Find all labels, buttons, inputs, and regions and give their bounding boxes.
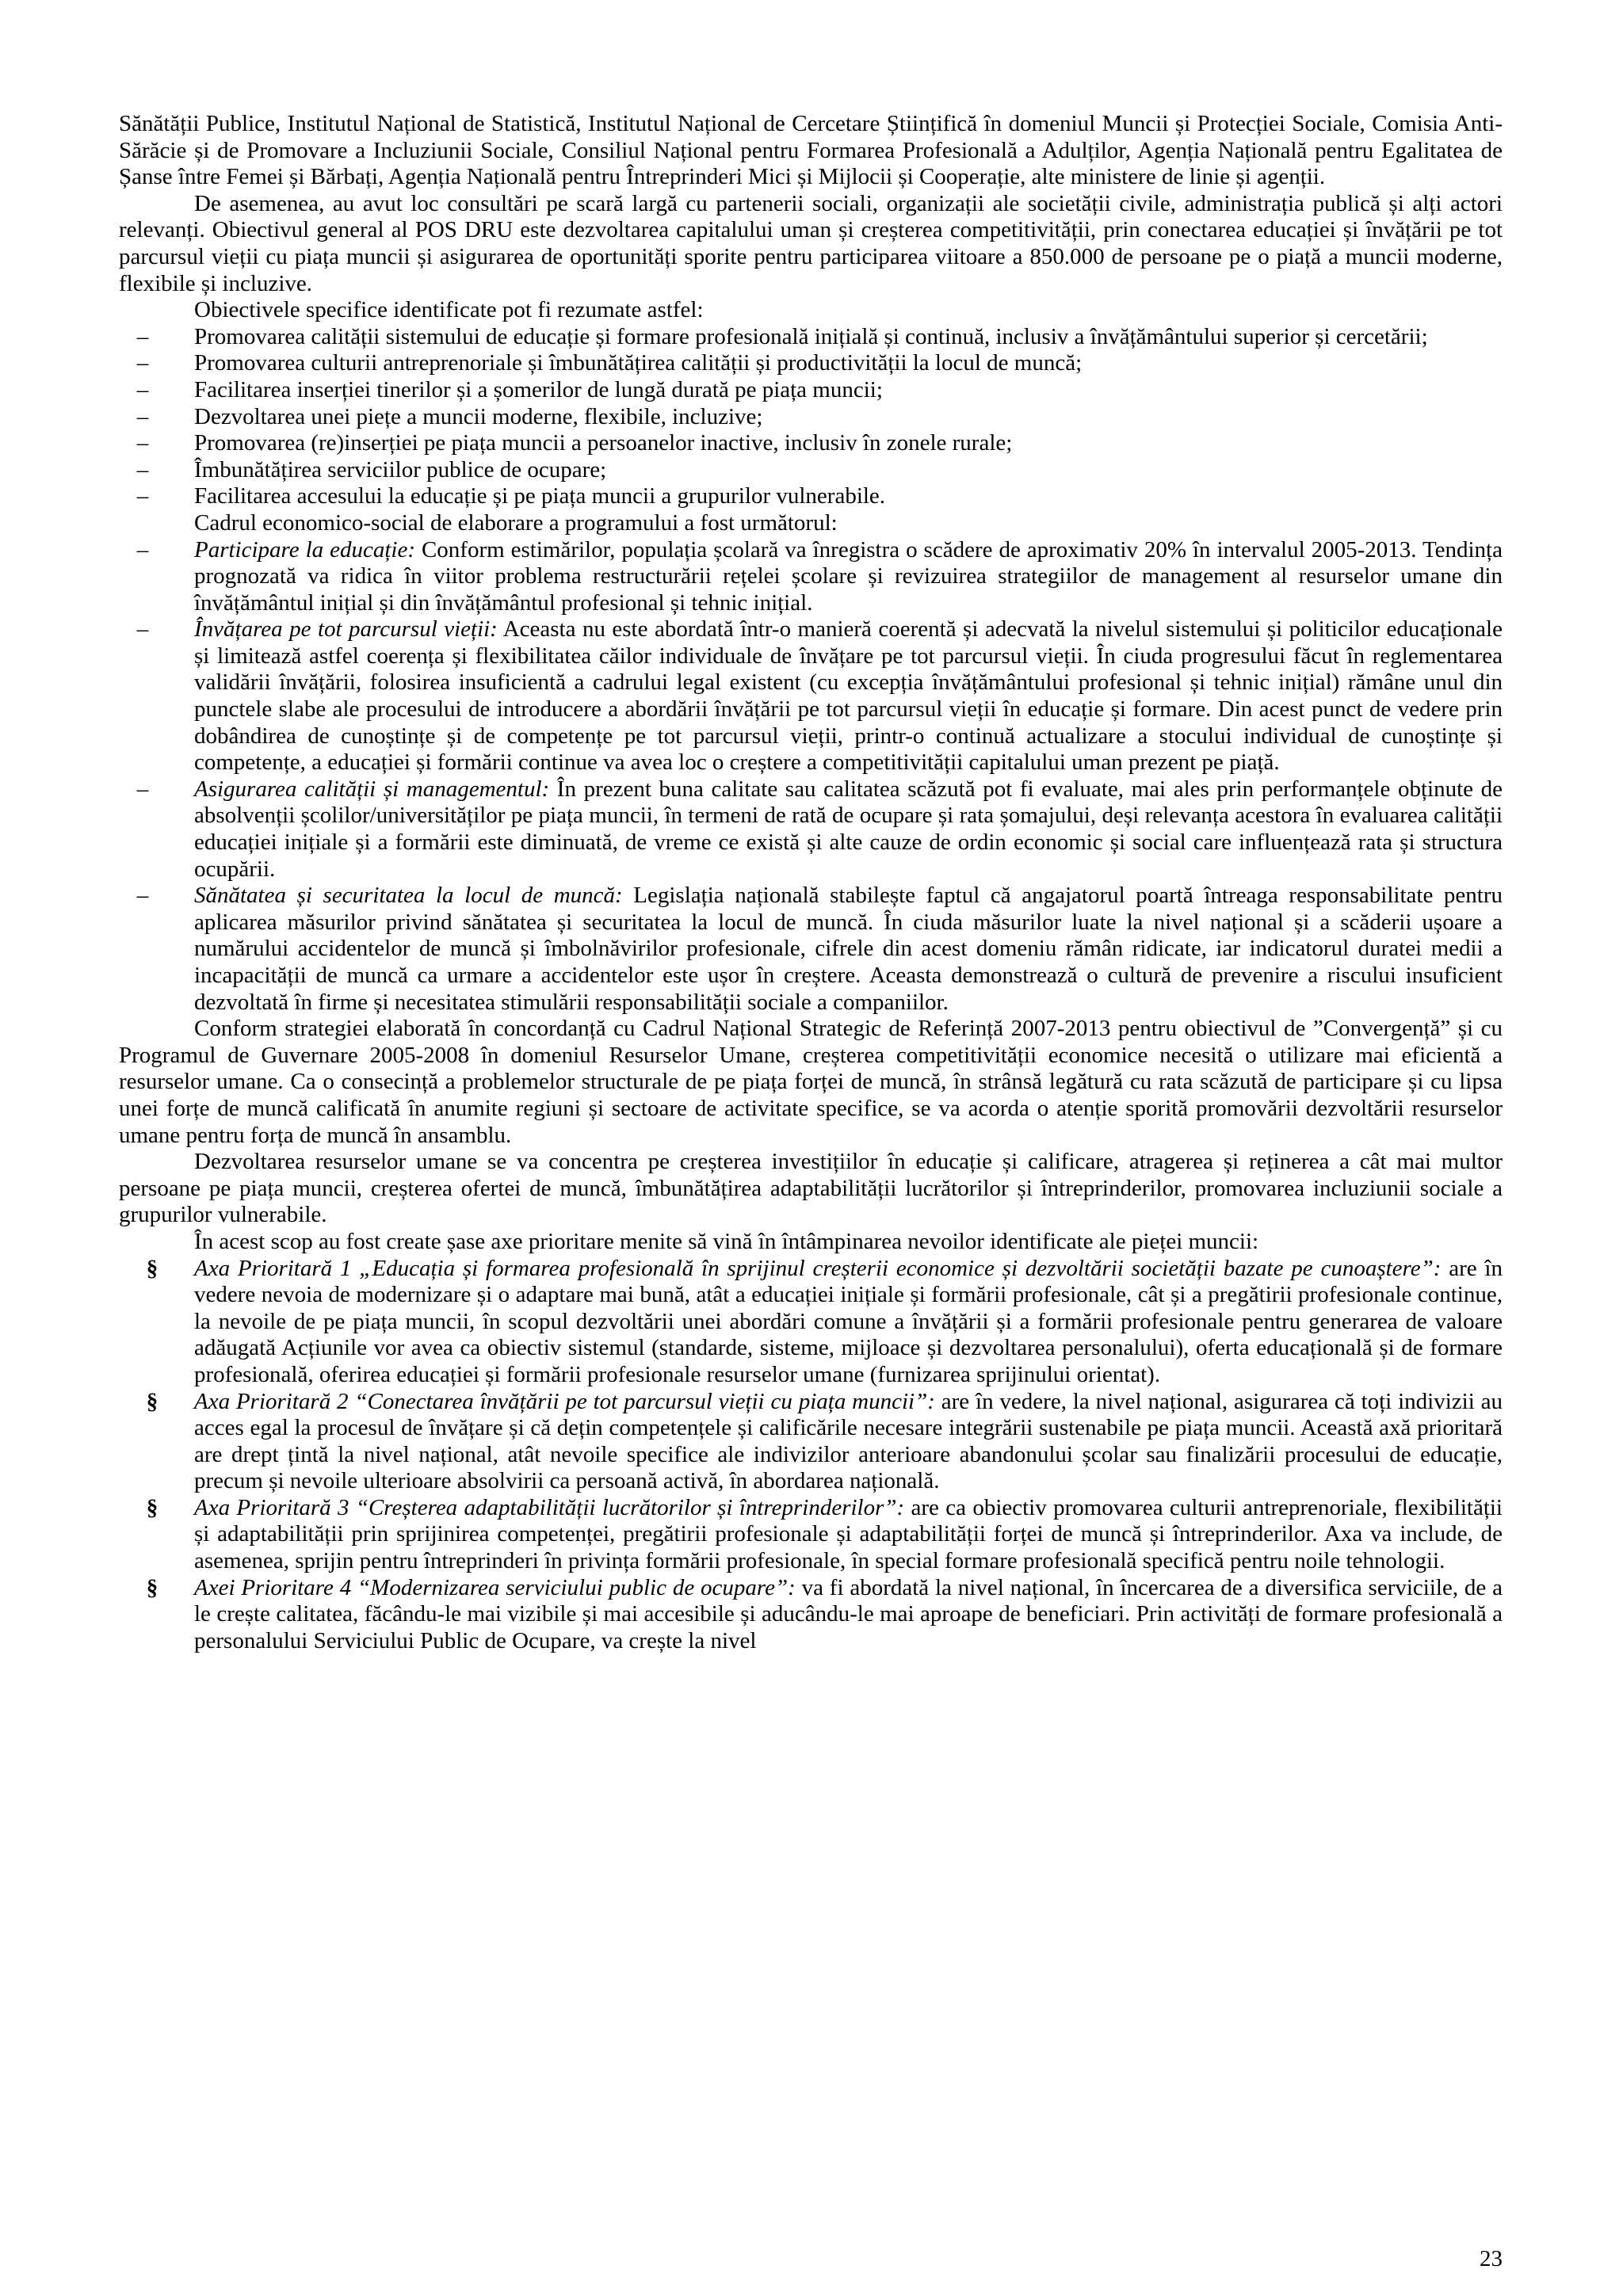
dash-marker: – <box>136 323 149 349</box>
cadru-list <box>119 537 1503 1016</box>
consultari-paragraph: De asemenea, au avut loc consultări pe scară largă cu partenerii sociali, organizații ale societății civile, administrația publică și alți actori relevanți. Obiectivul general al POS DRU este dezvoltarea capitalului uman și creșterea competitivității, prin conectarea educației și învățării pe tot parcursul vieții cu piața muncii și asigurarea de oportunități sporite pentru participarea viitoare a 850.000 de persoane pe o piață a muncii moderne, flexibile și incluzive. <box>119 190 1503 296</box>
list-item-text: Îmbunătățirea serviciilor publice de ocupare; <box>194 456 607 482</box>
dash-marker: – <box>136 456 149 482</box>
section-marker: § <box>146 1574 158 1600</box>
list-item-text: Facilitarea inserției tinerilor și a șomerilor de lungă durată pe piața muncii; <box>194 376 883 402</box>
dash-marker: – <box>136 376 149 402</box>
cadrul-intro: Cadrul economico-social de elaborare a programului a fost următorul: <box>194 509 838 536</box>
list-item-text: are ca obiectiv promovarea culturii antreprenoriale, flexibilității și adaptabilității prin sprijinirea competenței, pregătirii profesionale și adaptabilității forței de muncă și întreprinderilor. Axa va include, de asemenea, sprijin pentru întreprinderi în privința formării profesionale, în special formare profesională specifică pentru noile tehnologii. <box>194 1494 1503 1574</box>
section-marker: § <box>146 1255 158 1281</box>
list-item-text: Dezvoltarea unei piețe a muncii moderne, flexibile, incluzive; <box>194 403 763 429</box>
list-item-title: Sănătatea și securitatea la locul de muncă: <box>194 883 623 909</box>
list-item <box>119 1256 1503 1389</box>
list-item <box>119 1389 1503 1495</box>
section-marker: § <box>146 1494 158 1520</box>
list-item-text: Promovarea (re)inserției pe piața muncii a persoanelor inactive, inclusiv în zonele rurale; <box>194 430 1013 456</box>
list-item <box>119 883 1503 1016</box>
axe-list <box>119 1256 1503 1655</box>
dash-marker: – <box>136 430 149 456</box>
list-item-text: Legislația națională stabilește faptul că angajatorul poartă întreaga responsabilitate pentru aplicarea măsurilor privind sănătatea și securitatea la locul de muncă. În ciuda măsurilor luate la nivel național și a scăderii ușoare a numărului accidentelor de muncă și îmbolnăvirilor profesionale, cifrele din acest domeniu rămân ridicate, iar indicatorul duratei medii a incapacității de muncă ca urmare a accidentelor este ușor în creștere. Aceasta demonstrează o cultură de prevenire a riscului insuficient dezvoltată în firme și necesitatea stimulării responsabilității sociale a companiilor. <box>194 883 1503 1015</box>
list-item-title: Asigurarea calității și managementul: <box>194 776 550 802</box>
list-item-text: Promovarea calității sistemului de educație și formare profesională inițială și continuă, inclusiv a învățământului superior și cercetării; <box>194 323 1428 349</box>
list-item <box>119 1575 1503 1655</box>
list-item <box>119 483 1503 510</box>
list-item <box>119 404 1503 431</box>
page-number: 23 <box>1480 2246 1503 2271</box>
list-item <box>119 776 1503 883</box>
section-marker: § <box>146 1388 158 1414</box>
list-item-text: Aceasta nu este abordată într-o manieră coerentă și adecvată la nivelul sistemului și politicilor educaționale și limitează astfel coerența și flexibilitatea căilor individuale de învățare pe tot parcursul vieții. În ciuda progresului făcut în reglementarea validării învățării, folosirea insuficientă a cadrului legal existent (cu excepția învățământului profesional și tehnic inițial) rămâne unul din punctele slabe ale procesului de introducere a abordării învățării pe tot parcursul vieții în educație și formare. Din acest punct de vedere prin dobândirea de cunoștințe și de competențe pe tot parcursul vieții, printr-o continuă actualizare a stocului individual de cunoștințe și competențe, a educației și formării continue va avea loc o creștere a competitivității capitalului uman prezent pe piață. <box>194 616 1503 776</box>
list-item-text: va fi abordată la nivel național, în încercarea de a diversifica serviciile, de a le crește calitatea, făcându-le mai vizibile și mai accesibile și aducându-le mai aproape de beneficiari. Prin activități de formare profesională a personalului Serviciului Public de Ocupare, va crește la nivel <box>194 1574 1503 1653</box>
list-item-title: Axa Prioritară 2 “Conectarea învățării pe tot parcursul vieții cu piața muncii”: <box>194 1388 935 1414</box>
dash-marker: – <box>136 483 149 509</box>
dash-marker: – <box>136 616 149 643</box>
list-item-title: Participare la educație: <box>194 536 415 563</box>
dash-marker: – <box>136 536 149 563</box>
dash-marker: – <box>136 403 149 429</box>
list-item <box>119 537 1503 617</box>
dash-marker: – <box>136 776 149 802</box>
list-item <box>119 430 1503 457</box>
list-item <box>119 457 1503 484</box>
list-item-text: Promovarea culturii antreprenoriale și îmbunătățirea calității și productivității la locul de muncă; <box>194 350 1083 376</box>
list-item-title: Axei Prioritare 4 “Modernizarea serviciului public de ocupare”: <box>194 1574 796 1600</box>
list-item-text: are în vedere nevoia de modernizare și o adaptare mai bună, atât a educației inițiale și formării profesionale, cât și a pregătirii profesionale continue, la nevoile de pe piața muncii, în scopul dezvoltării unei abordări comune a învățării și a formării profesionale pentru generarea de valoare adăugată Acțiunile vor avea ca obiectiv sistemul (standarde, sisteme, mijloace și dezvoltarea personalului), oferta educațională și de formare profesională, oferirea educației și formării profesionale resurselor umane (furnizarea sprijinului orientat). <box>194 1255 1503 1387</box>
list-item <box>119 324 1503 351</box>
dash-marker: – <box>136 883 149 909</box>
intro-paragraph: Sănătății Publice, Institutul Național de Statistică, Institutul Național de Cercetare Științifică în domeniul Muncii și Protecției Sociale, Comisia Anti-Sărăcie și de Promovare a Incluziunii Sociale, Consiliul Național pentru Formarea Profesională a Adulților, Agenția Națională pentru Egalitatea de Șanse între Femei și Bărbați, Agenția Națională pentru Întreprinderi Mici și Mijlocii și Cooperație, alte ministere de linie și agenții. <box>119 111 1503 190</box>
dash-marker: – <box>136 350 149 376</box>
dezvoltare-paragraph: Dezvoltarea resurselor umane se va concentra pe creșterea investițiilor în educație și calificare, atragerea și reținerea a cât mai multor persoane pe piața muncii, creșterea ofertei de muncă, îmbunătățirea adaptabilității lucrătorilor și întreprinderilor, promovarea incluziunii sociale a grupurilor vulnerabile. <box>119 1149 1503 1228</box>
strategie-paragraph: Conform strategiei elaborată în concordanță cu Cadrul Național Strategic de Referință 2007-2013 pentru obiectivul de ”Convergență” și cu Programul de Guvernare 2005-2008 în domeniul Resurselor Umane, creșterea competitivității economice necesită o utilizare mai eficientă a resurselor umane. Ca o consecință a problemelor structurale de pe piața forței de muncă, în strânsă legătură cu rata scăzută de participare și cu lipsa unei forțe de muncă calificată în anumite regiuni și sectoare de activitate specifice, se va acorda o atenție sporită promovării dezvoltării resurselor umane pentru forța de muncă în ansamblu. <box>119 1016 1503 1148</box>
document-body <box>119 111 1503 1654</box>
list-item <box>119 616 1503 776</box>
list-item-text: Facilitarea accesului la educație și pe piața muncii a grupurilor vulnerabile. <box>194 483 886 509</box>
list-item <box>119 377 1503 404</box>
list-item-title: Axa Prioritară 1 „Educația și formarea profesională în sprijinul creșterii economice și dezvoltării societății bazate pe cunoaștere”: <box>194 1255 1442 1281</box>
list-item-text: În prezent buna calitate sau calitatea scăzută pot fi evaluate, mai ales prin performanțele obținute de absolvenții școlilor/universităților pe piața muncii, în termeni de rată de ocupare și rata șomajului, deși relevanța acestora în evaluarea calității educației inițiale și a formării este diminuată, de vreme ce există și alte cauze de ordin economic și social care influențează rata și structura ocupării. <box>194 776 1503 882</box>
list-item <box>119 350 1503 377</box>
list-item-title: Axa Prioritară 3 “Creșterea adaptabilității lucrătorilor și întreprinderilor”: <box>194 1494 905 1520</box>
list-item-text: are în vedere, la nivel național, asigurarea că toți indivizii au acces egal la procesul de învățare și că dețin competențele și calificările necesare integrării sustenabile pe piața muncii. Această axă prioritară are drept țintă la nivel național, atât nevoile specifice ale indivizilor anterioare abandonului școlar sau finalizării procesului de educație, precum și nevoile ulterioare absolvirii ca persoană activă, în abordarea națională. <box>194 1388 1503 1494</box>
axe-intro: În acest scop au fost create șase axe prioritare menite să vină în întâmpinarea nevoilor identificate ale pieței muncii: <box>194 1228 1259 1254</box>
list-item <box>119 1495 1503 1575</box>
obiective-intro: Obiectivele specifice identificate pot fi rezumate astfel: <box>194 297 704 323</box>
list-item-text: Conform estimărilor, populația școlară va înregistra o scădere de aproximativ 20% în intervalul 2005-2013. Tendința prognozată va ridica în viitor problema restructurării rețelei școlare și revizuirea strategiilor de management al resurselor umane din învățământul inițial și din învățământul profesional și tehnic inițial. <box>194 536 1503 616</box>
list-item-title: Învățarea pe tot parcursul vieții: <box>194 616 498 643</box>
obiective-list <box>119 324 1503 510</box>
